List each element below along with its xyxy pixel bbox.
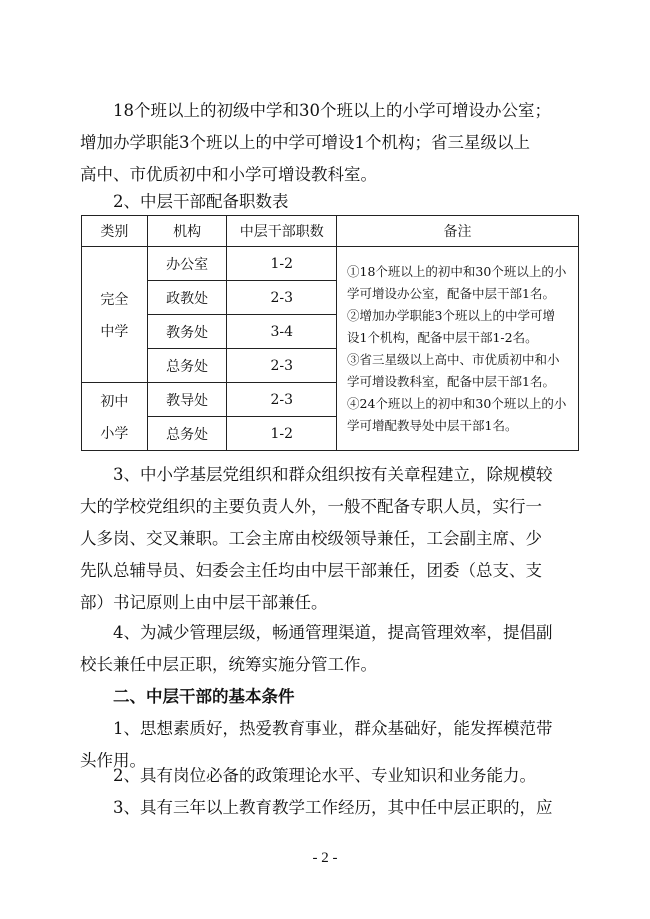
category-cell-junior-and-primary bbox=[82, 383, 148, 451]
category-line: 完全 bbox=[100, 291, 129, 308]
text-line: 18个班以上的初级中学和30个班以上的小学可增设办公室； bbox=[113, 101, 551, 120]
text-line: 1、思想素质好，热爱教育事业，群众基础好，能发挥模范带 bbox=[113, 719, 553, 738]
table-caption: 2、中层干部配备职数表 bbox=[113, 192, 289, 211]
text-line: 高中、市优质初中和小学可增设教科室。 bbox=[80, 165, 377, 184]
note-line: 学可增配教导处中层干部1名。 bbox=[347, 417, 518, 433]
header-organization: 机构 bbox=[147, 216, 227, 247]
header-notes: 备注 bbox=[337, 216, 579, 247]
paragraph-condition-3 bbox=[80, 792, 580, 824]
text-line: 3、中小学基层党组织和群众组织按有关章程建立，除规模较 bbox=[113, 465, 553, 484]
text-line: 校长兼任中层正职，统筹实施分管工作。 bbox=[80, 655, 377, 674]
org-cell: 教导处 bbox=[147, 383, 227, 417]
org-cell: 教务处 bbox=[147, 315, 227, 349]
count-cell: 1-2 bbox=[227, 247, 337, 281]
note-line: ①18个班以上的初中和30个班以上的小 bbox=[347, 263, 567, 279]
count-cell: 2-3 bbox=[227, 383, 337, 417]
note-line: ③省三星级以上高中、市优质初中和小 bbox=[347, 351, 560, 367]
org-cell: 总务处 bbox=[147, 417, 227, 451]
header-category: 类别 bbox=[82, 216, 148, 247]
category-cell-complete-middle-school bbox=[82, 247, 148, 383]
count-cell: 1-2 bbox=[227, 417, 337, 451]
category-line: 中学 bbox=[100, 323, 129, 340]
note-line: 设1个机构，配备中层干部1-2名。 bbox=[347, 329, 538, 345]
heading-text: 二、中层干部的基本条件 bbox=[113, 687, 295, 706]
count-cell: 2-3 bbox=[227, 281, 337, 315]
page-number: - 2 - bbox=[312, 850, 338, 866]
staff-quota-table bbox=[81, 215, 579, 451]
org-cell: 政教处 bbox=[147, 281, 227, 315]
note-line: 学可增设教科室，配备中层干部1名。 bbox=[347, 373, 555, 389]
header-staff-count: 中层干部职数 bbox=[227, 216, 337, 247]
text-line: 增加办学职能3个班以上的中学可增设1个机构；省三星级以上 bbox=[80, 133, 530, 152]
text-line: 先队总辅导员、妇委会主任均由中层干部兼任，团委（总支、支 bbox=[80, 561, 542, 580]
paragraph-office-rules bbox=[80, 95, 580, 191]
notes-cell bbox=[337, 247, 579, 451]
text-line: 2、具有岗位必备的政策理论水平、专业知识和业务能力。 bbox=[113, 766, 536, 785]
section-heading bbox=[80, 681, 580, 713]
count-cell: 3-4 bbox=[227, 315, 337, 349]
org-cell: 办公室 bbox=[147, 247, 227, 281]
text-line: 3、具有三年以上教育教学工作经历，其中任中层正职的，应 bbox=[113, 798, 553, 817]
text-line: 大的学校党组织的主要负责人外，一般不配备专职人员，实行一 bbox=[80, 497, 542, 516]
text-line: 人多岗、交叉兼职。工会主席由校级领导兼任，工会副主席、少 bbox=[80, 529, 542, 548]
note-line: 学可增设办公室，配备中层干部1名。 bbox=[347, 285, 555, 301]
text-line: 部）书记原则上由中层干部兼任。 bbox=[80, 593, 328, 612]
category-line: 初中 bbox=[100, 393, 129, 410]
paragraph-party-organizations bbox=[80, 459, 580, 619]
note-line: ②增加办学职能3个班以上的中学可增 bbox=[347, 307, 555, 323]
paragraph-condition-2 bbox=[80, 760, 580, 792]
paragraph-management-levels bbox=[80, 617, 580, 681]
text-line: 头作用。 bbox=[80, 751, 146, 770]
table-header-row bbox=[82, 216, 579, 247]
table-row bbox=[82, 247, 579, 281]
text-line: 4、为减少管理层级，畅通管理渠道，提高管理效率，提倡副 bbox=[113, 623, 553, 642]
category-line: 小学 bbox=[100, 425, 129, 442]
org-cell: 总务处 bbox=[147, 349, 227, 383]
count-cell: 2-3 bbox=[227, 349, 337, 383]
note-line: ④24个班以上的初中和30个班以上的小 bbox=[347, 395, 567, 411]
